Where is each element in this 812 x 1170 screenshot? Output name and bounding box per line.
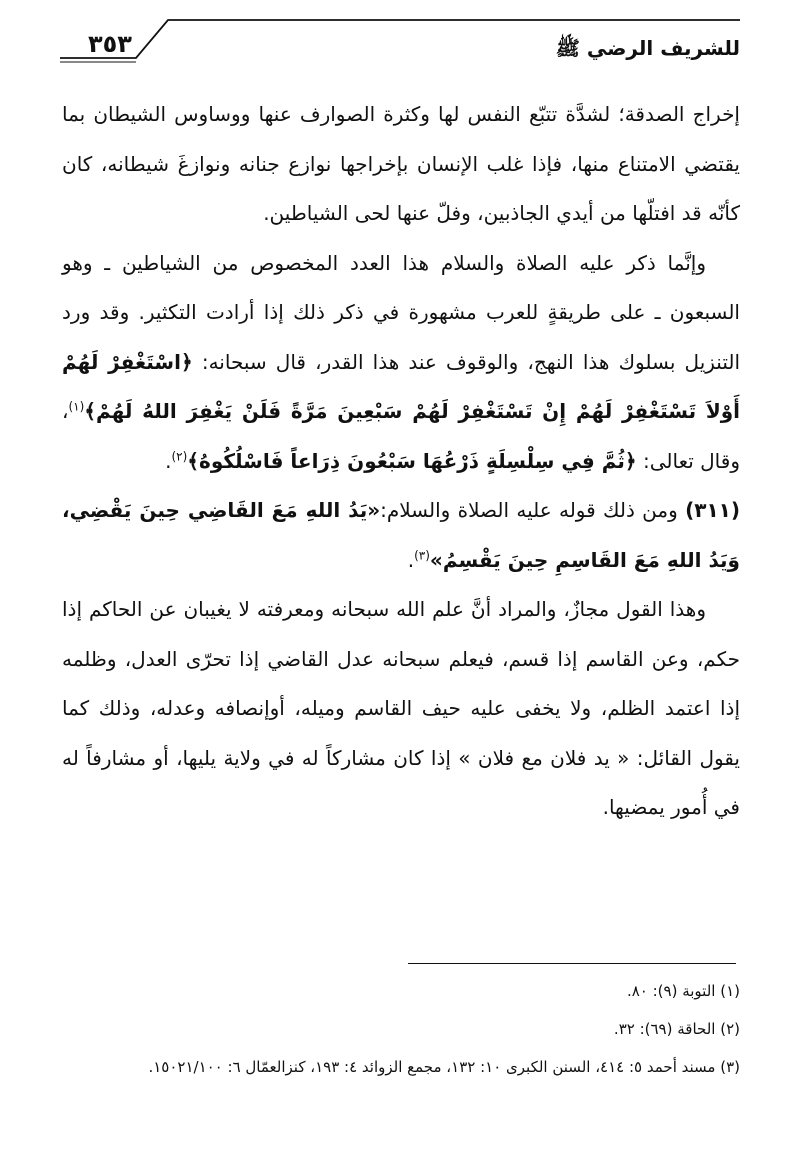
- paragraph-1: إخراج الصدقة؛ لشدَّة تتبّع النفس لها وكثرة الصوارف عنها ووساوس الشيطان بما يقتضي الامتناع منها، فإذا غلب الإنسان بإخراجها نوازع جنانه ونوازغَ شيطانه، كان كأنّه قد افتلّها من أيدي الجاذبين، وفلّ عنها لحى الشياطين.: [62, 102, 740, 225]
- page-number: ٣٥٣: [88, 30, 132, 58]
- paragraph-2-text: وإنَّما ذكر عليه الصلاة والسلام هذا العدد المخصوص من الشياطين ـ وهو السبعون ـ على طريقةٍ للعرب مشهورة في ذكر ذلك إذا أرادت التكثير. وقد ورد التنزيل بسلوك هذا النهج، والوقوف عند هذا القدر، قال سبحانه:: [62, 250, 741, 374]
- quran-verse-1: ﴿اسْتَغْفِرْ لَهُمْ أَوْلاَ تَسْتَغْفِرْ لَهُمْ إِنْ تَسْتَغْفِرْ لَهُمْ سَبْعِينَ مَرَّةً فَلَنْ يَغْفِرَ اللهُ لَهُمْ﴾: [62, 349, 740, 423]
- footnote-separator: [408, 963, 736, 964]
- hadith-number: (٣١١): [685, 498, 740, 522]
- footnote-1: (١) التوبة (٩): ٨٠.: [626, 982, 740, 1000]
- paragraph-2: [62, 239, 740, 487]
- footnote-ref-2: (٢): [171, 448, 188, 463]
- paragraph-2-connector: ، وقال تعالى:: [62, 399, 740, 473]
- page-header: [60, 14, 740, 74]
- quran-verse-2: ﴿ثُمَّ فِي سِلْسِلَةٍ ذَرْعُهَا سَبْعُونَ ذِرَاعاً فَاسْلُكُوهُ﴾: [187, 448, 637, 473]
- footnotes: [62, 972, 740, 1086]
- footnote-3: (٣) مسند أحمد ٥: ٤١٤، السنن الكبرى ١٠: ١٣٢، مجمع الزوائد ٤: ١٩٣، كنزالعمّال ٦: ١٥٠٢١/١٠٠.: [148, 1058, 740, 1076]
- hadith-end: .: [407, 547, 415, 572]
- running-title: للشريف الرضي ﷺ: [555, 36, 740, 60]
- paragraph-2-end: .: [165, 448, 172, 473]
- footnote-ref-1: (١): [68, 399, 85, 414]
- hadith-text: «يَدُ اللهِ مَعَ القَاضِي حِينَ يَقْضِي، وَيَدُ اللهِ مَعَ القَاسِمِ حِينَ يَقْسِمُ»: [62, 498, 740, 572]
- footnote-ref-3: (٣): [414, 547, 430, 562]
- main-text: [62, 90, 740, 833]
- hadith-entry: [62, 486, 740, 585]
- footnote-2: (٢) الحاقة (٦٩): ٣٢.: [613, 1020, 740, 1038]
- hadith-intro: ومن ذلك قوله عليه الصلاة والسلام:: [380, 498, 678, 522]
- paragraph-4: وهذا القول مجازٌ، والمراد أنَّ علم الله سبحانه ومعرفته لا يغيبان عن الحاكم إذا حكم، وعن القاسم إذا قسم، فيعلم سبحانه عدل القاضي إذا تحرّى العدل، وظلمه إذا اعتمد الظلم، ولا يخفى عليه حيف القاسم وميله، أوإنصافه وعدله، وذلك كما يقول القائل: « يد فلان مع فلان » إذا كان مشاركاً له في ولاية يليها، أو مشارفاً له في أُمور يمضيها.: [62, 597, 740, 819]
